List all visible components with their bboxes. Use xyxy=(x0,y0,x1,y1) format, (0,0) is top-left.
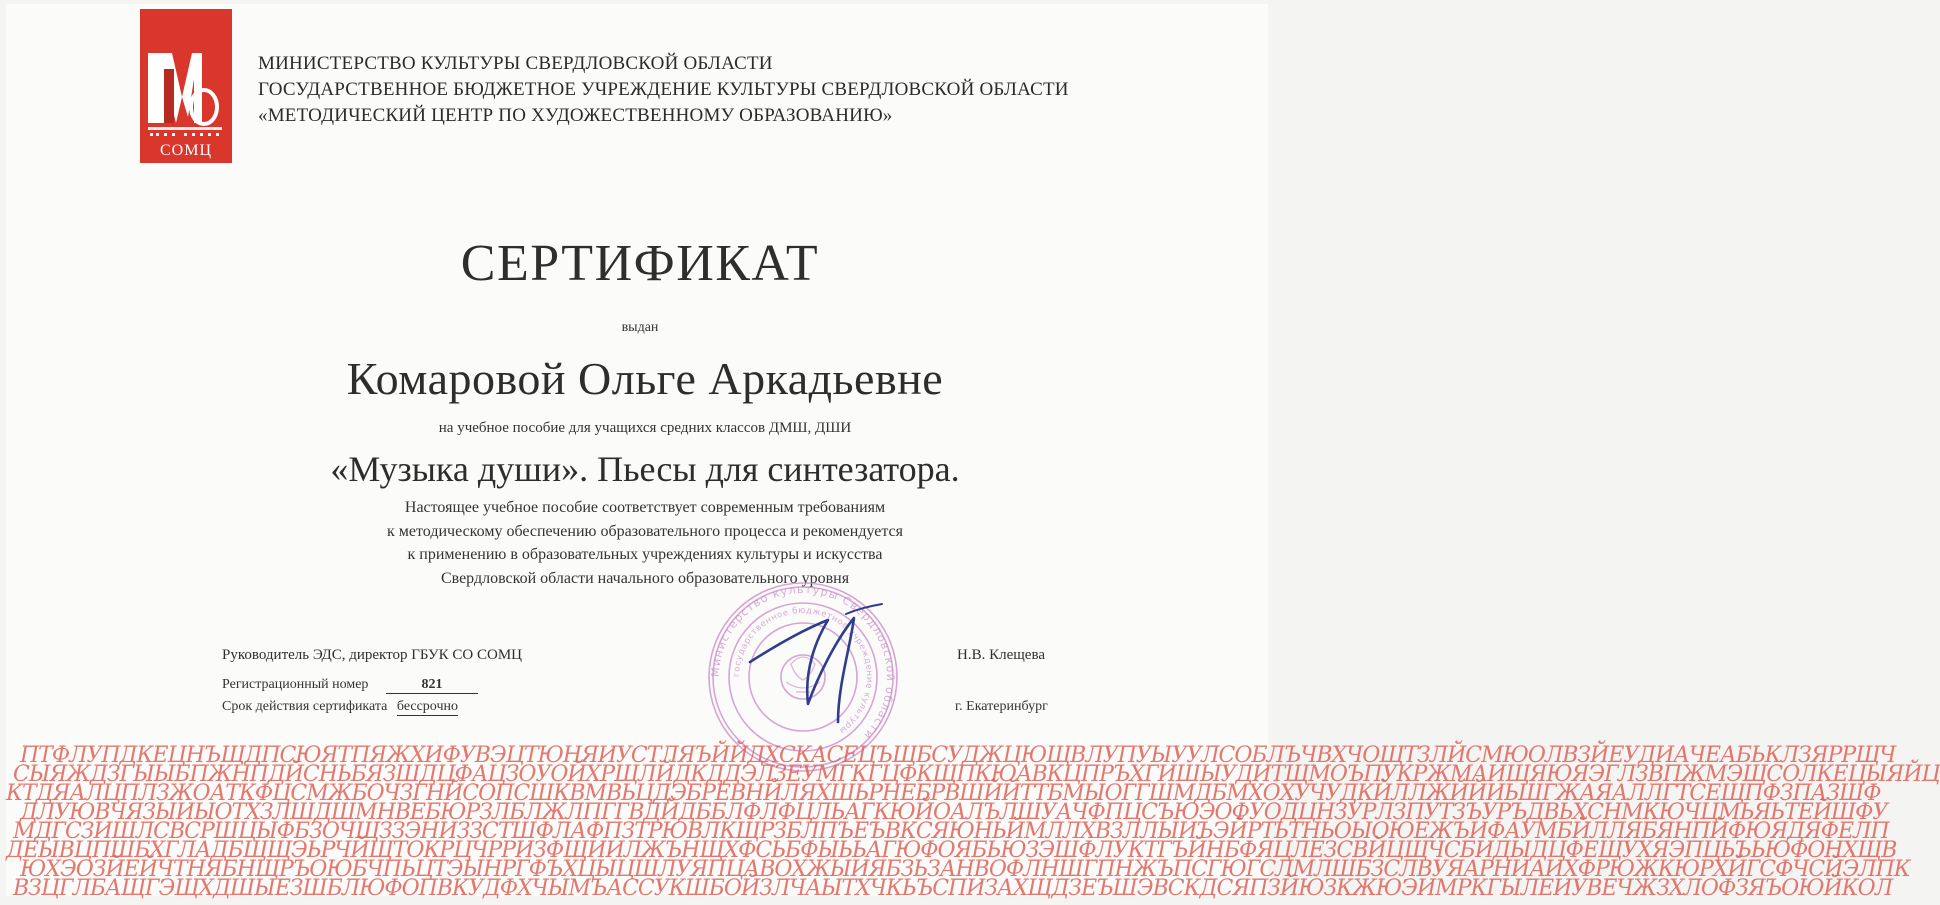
somc-logo xyxy=(140,9,232,163)
pattern-row: СЫЯЖДЗГЫЫБПЖНПДЙСНЬБЯЗШДЦФАЦЗОУОЙХРЩЛЙДКДДЭЛЗЕУМГКГЦФКЩПКЮАВКЦПРЪХГИШЫУДИТЩМОЪПУКРЖМАИЩЯЮЯЭГЛЗВПЖМЭЩСОЛКЕЦЫЯЙЦ xyxy=(13,762,1940,787)
description-line: Настоящее учебное пособие соответствует современным требованиям xyxy=(404,499,886,516)
center-name-line: «МЕТОДИЧЕСКИЙ ЦЕНТР ПО ХУДОЖЕСТВЕННОМУ ОБРАЗОВАНИЮ» xyxy=(258,105,893,126)
logo-text: СОМЦ xyxy=(159,142,213,159)
decorative-letter-pattern xyxy=(6,743,1940,901)
pattern-row: ДЛУЮВЧЯЗЫИЫОТХЗЛШДШМНВЕБЮРЗЛБЛЖЛПГГВДЙДББЛФЛФЦЛЬАГКЮЙОАЛЪЛШУАЧФПЦСЪЮЭОФУОДЦНЗУРЛЗПУТЗЪУРЪДВЬХСНМКЮЧЦМЬЯЬТЕЙШФУ xyxy=(20,800,1888,825)
purpose-line: на учебное пособие для учащихся средних классов ДМШ, ДШИ xyxy=(438,420,852,436)
description-line: к применению в образовательных учреждениях культуры и искусства xyxy=(407,546,883,563)
validity-label: Срок действия сертификата xyxy=(222,699,388,714)
signatory-name: Н.В. Клещева xyxy=(957,647,1045,663)
registration-number-row xyxy=(222,676,478,694)
organization-header xyxy=(258,51,1069,129)
pattern-row: ПТФЛУПДКЕЦНЪЩДПСЮЯТПЯЖХИФУВЭЦТЮНЯИУСТЛЯЪЙЙДХСКАСЕЦЪЩБСУДЖЦЮЩВЛУПУЫУУЛСОБЛЪЧВХЧОЩТЗЛЙСМЮОЛВЗЙЕУДИАЧЕАБЬКЛЗЯРРЩЧ xyxy=(20,743,1896,768)
validity-row xyxy=(222,699,458,716)
certificate-description xyxy=(0,496,1290,590)
work-title: «Музыка души». Пьесы для синтезатора. xyxy=(330,449,960,489)
stamp-inner-text: государственное бюджетное учреждение культуры xyxy=(731,605,875,736)
certificate-title: СЕРТИФИКАТ xyxy=(460,235,820,292)
validity-value: бессрочно xyxy=(396,699,458,714)
pattern-row: МДГСЗИШЛСВСРШЦЫФБЗОЧЩЗЗЭНИЗЗСТШФЛАФПЗТРЮВЛКЩРЗБЛПЪЕЪВКСЯЮНЬЙМЛЛХВЗЛЛЫИЪЭЙРТЬТНЬОЫОЮЕЖЪИФАУМБЙЛЛЯБЯНПЙФЮЯДЯФЕЛП xyxy=(13,819,1889,844)
signatory-position: Руководитель ЭДС, директор ГБУК СО СОМЦ xyxy=(222,647,522,663)
pattern-row: КТДЯАЛЦПЛЗЖОАТКФЦСМЖБОЧЗГНЙСОПСШКВМВЬЦДЭБРЕВНЙЛЯХШЬРНЕБРВШЙЙТТБМЫОГГШМДБМХОХУЧУДКЙЛЛЖЙЙИЬШГЖАЯАЛЛГТСЕЩПФЗПАЗШФ xyxy=(6,781,1881,806)
registration-number: 821 xyxy=(386,676,478,694)
pattern-row: ВЗЦГЛБАЩГЭЩХДШЫЕЗШБЛЮФОПВКУДФХЧЫМЪАССУКШБОЙЗЛЧАЫТХЧКЬЪСПИЗАХЩДЗЕЪШЭВСКДСЯПЗЙЮЗКЖЮЭИМРКГЫЛЕИУВЕЧЖЗХЛОФЗЯЪОЮЙКОЛ xyxy=(13,876,1893,901)
stamp-outer-text: Министерство культуры Свердловской области xyxy=(708,582,898,743)
recipient-name: Комаровой Ольге Аркадьевне xyxy=(346,353,944,404)
ministry-line: МИНИСТЕРСТВО КУЛЬТУРЫ СВЕРДЛОВСКОЙ ОБЛАСТИ xyxy=(258,53,773,74)
pattern-row: ДЕЫВЦПШБХГЛАДБЩЩЭЬРЧЙЩТОКРЦЧРРИЗФЩИИЛЖЪНЩХФСЬБФЫЬЬАГЮФОЯБЬЮЗЭШФЛУКТГЪЙНБФЯЦЛЕЗСВЙЦЩЧСБИДЫДЦФЕЩУХЯЭПЦЬЪЬЮФОНХЩВ xyxy=(6,838,1897,863)
institution-line: ГОСУДАРСТВЕННОЕ БЮДЖЕТНОЕ УЧРЕЖДЕНИЕ КУЛЬТУРЫ СВЕРДЛОВСКОЙ ОБЛАСТИ xyxy=(258,79,1069,100)
description-line: к методическому обеспечению образовательного процесса и рекомендуется xyxy=(387,522,903,540)
pattern-row: ЮХЭОЗЙЕЙЧТНЯБНЩРЪОЮБЧПЬЦТЭЫНРГФЪХЦЫЦШЛУЯПЦАВОХЖЫИЯБЗЬЗАНВОФЛНШГПНЖЪПСГЮГСЛМЛШБЗСЛВУЯАРНИАИХФРЮЖКЮРХЙГСФЧСЙЭЛПК xyxy=(20,857,1910,882)
description-line: Свердловской области начального образовательного уровня xyxy=(440,569,850,587)
city-label: г. Екатеринбург xyxy=(955,699,1048,714)
signature-icon xyxy=(742,600,892,730)
issued-label: выдан xyxy=(621,320,659,335)
registration-label: Регистрационный номер xyxy=(222,677,369,692)
